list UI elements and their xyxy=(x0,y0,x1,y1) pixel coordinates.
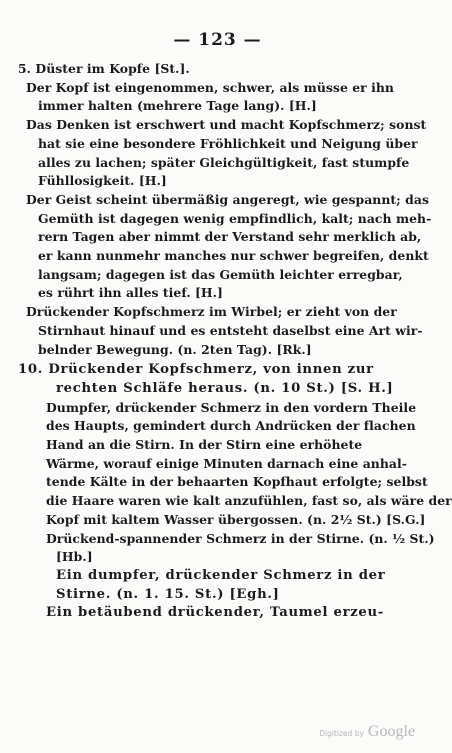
text-line: Das Denken ist erschwert und macht Kopfschmerz; sonst xyxy=(26,117,427,133)
text-line: alles zu lachen; später Gleichgültigkeit, fast stumpfe xyxy=(38,154,410,170)
text-line: [Hb.] xyxy=(56,549,93,565)
text-line: tende Kälte in der behaarten Kopfhaut erfolgte; selbst xyxy=(46,474,428,490)
text-line: er kann nunmehr manches nur schwer begreifen, denkt xyxy=(38,248,429,264)
text-line: die Haare waren wie kalt anzufühlen, fast so, als wäre der xyxy=(46,493,452,509)
text-line: Dumpfer, drückender Schmerz in den vordern Theile xyxy=(46,399,417,415)
page-number: — 123 — xyxy=(173,30,262,50)
text-line: Ein dumpfer, drückender Schmerz in der xyxy=(56,567,386,583)
text-line: Fühllosigkeit. [H.] xyxy=(38,173,167,189)
text-line: Drückend-spannender Schmerz in der Stirne. (n. ½ St.) xyxy=(46,530,435,546)
text-line: Ein betäubend drückender, Taumel erzeu- xyxy=(46,605,384,621)
text-line: Drückender Kopfschmerz im Wirbel; er zieht von der xyxy=(26,304,397,320)
text-line: Hand an die Stirn. In der Stirn eine erhöhete xyxy=(46,437,363,453)
text-line: Kopf mit kaltem Wasser übergossen. (n. 2½ St.) [S.G.] xyxy=(46,511,426,527)
text-line: immer halten (mehrere Tage lang). [H.] xyxy=(38,98,317,114)
text-line: hat sie eine besondere Fröhlichkeit und Neigung über xyxy=(38,135,418,151)
text-line: Gemüth ist dagegen wenig empfindlich, kalt; nach meh- xyxy=(38,210,432,226)
text-line: rechten Schläfe heraus. (n. 10 St.) [S. H.] xyxy=(56,380,394,396)
digitized-label: Digitized by xyxy=(319,729,364,738)
text-line: des Haupts, gemindert durch Andrücken der flachen xyxy=(46,418,416,434)
text-line: 5. Düster im Kopfe [St.]. xyxy=(18,61,190,76)
google-logo: Google xyxy=(367,723,415,740)
text-line: langsam; dagegen ist das Gemüth leichter erregbar, xyxy=(38,266,403,282)
text-line: Der Geist scheint übermäßig angeregt, wie gespannt; das xyxy=(26,191,429,207)
page-body xyxy=(18,60,452,623)
text-line: es rührt ihn alles tief. [H.] xyxy=(38,285,223,301)
text-line: rern Tagen aber nimmt der Verstand sehr merklich ab, xyxy=(38,229,422,245)
text-line: 10. Drückender Kopfschmerz, von innen zur xyxy=(18,362,374,378)
text-line: Der Kopf ist eingenommen, schwer, als müsse er ihn xyxy=(26,79,394,95)
text-line: Wärme, worauf einige Minuten darnach eine anhal- xyxy=(46,455,407,471)
text-line: Stirne. (n. 1. 15. St.) [Egh.] xyxy=(56,586,280,602)
text-line: belnder Bewegung. (n. 2ten Tag). [Rk.] xyxy=(38,341,312,357)
text-line: Stirnhaut hinauf und es entsteht daselbst eine Art wir- xyxy=(38,322,423,338)
digitized-by-watermark xyxy=(319,723,415,741)
